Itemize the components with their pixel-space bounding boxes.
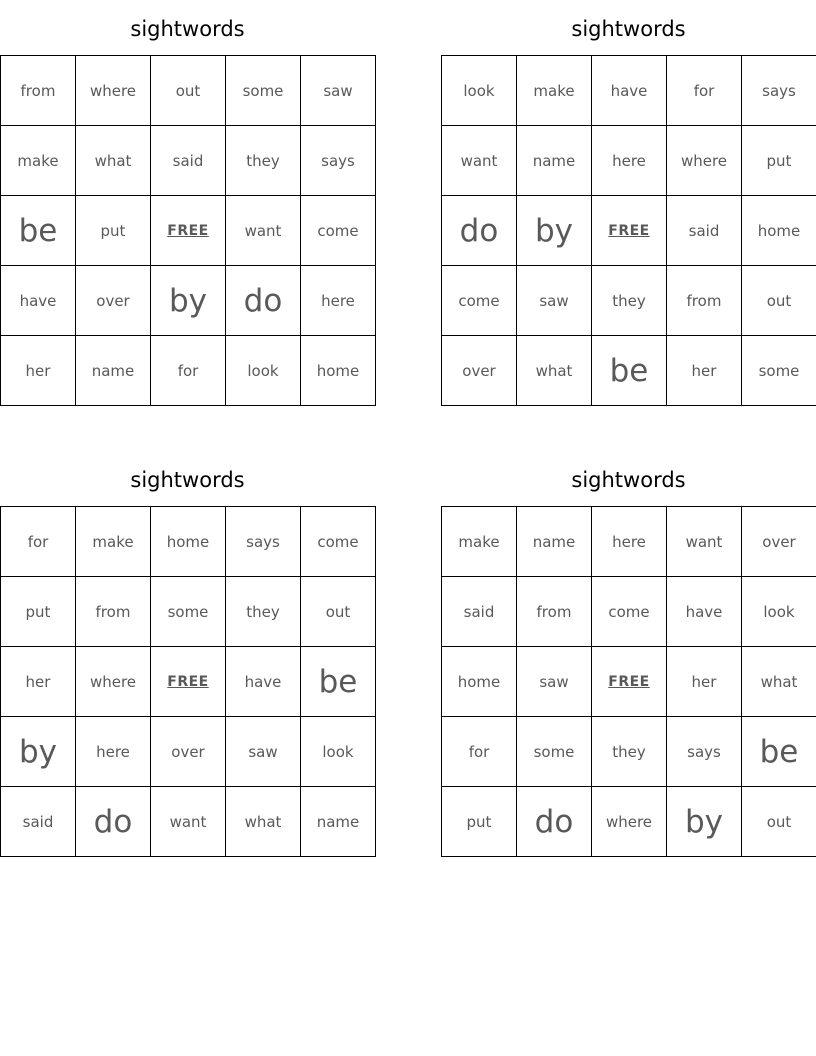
grid-cell: do [517, 787, 592, 857]
grid-cell: out [301, 577, 376, 647]
grid-cell: by [151, 266, 226, 336]
grid-cell: have [592, 56, 667, 126]
grid-cell: make [1, 126, 76, 196]
grid-cell: they [226, 577, 301, 647]
grid-cell: home [301, 336, 376, 406]
grid-cell: out [742, 787, 816, 857]
grid-cell: saw [517, 266, 592, 336]
grid-cell: from [517, 577, 592, 647]
grid-row [1, 717, 376, 787]
grid-cell: says [226, 507, 301, 577]
grid-cell: where [76, 647, 151, 717]
grid-cell: what [76, 126, 151, 196]
grid-cell: for [151, 336, 226, 406]
grid-cell: her [667, 336, 742, 406]
grid-row [1, 126, 376, 196]
grid-row [442, 336, 816, 406]
grid-cell: name [517, 126, 592, 196]
grid-cell: make [517, 56, 592, 126]
grid-cell: be [1, 196, 76, 266]
grid-cell: over [742, 507, 816, 577]
grid-cell: for [442, 717, 517, 787]
grid-cell: out [151, 56, 226, 126]
bingo-grid [441, 506, 816, 857]
grid-cell: over [151, 717, 226, 787]
bingo-grid [0, 506, 376, 857]
grid-cell: from [667, 266, 742, 336]
grid-cell: want [442, 126, 517, 196]
bingo-grid [0, 55, 376, 406]
grid-cell: where [592, 787, 667, 857]
grid-cell: home [151, 507, 226, 577]
grid-cell: her [1, 336, 76, 406]
grid-cell: said [442, 577, 517, 647]
card-title: sightwords [130, 468, 245, 492]
grid-row [442, 717, 816, 787]
grid-cell: put [742, 126, 816, 196]
grid-cell: said [667, 196, 742, 266]
grid-cell: home [742, 196, 816, 266]
grid-row [442, 266, 816, 336]
grid-cell: be [301, 647, 376, 717]
grid-row [1, 266, 376, 336]
grid-cell: by [667, 787, 742, 857]
free-space: FREE [592, 647, 667, 717]
grid-row [442, 577, 816, 647]
grid-cell: says [742, 56, 816, 126]
grid-cell: put [442, 787, 517, 857]
bingo-grid [441, 55, 816, 406]
grid-cell: here [76, 717, 151, 787]
grid-cell: says [667, 717, 742, 787]
grid-cell: here [301, 266, 376, 336]
grid-cell: saw [301, 56, 376, 126]
grid-cell: here [592, 126, 667, 196]
grid-cell: do [226, 266, 301, 336]
grid-cell: be [742, 717, 816, 787]
grid-row [1, 577, 376, 647]
grid-row [1, 787, 376, 857]
grid-cell: saw [226, 717, 301, 787]
grid-cell: her [1, 647, 76, 717]
grid-row [1, 647, 376, 717]
grid-cell: put [76, 196, 151, 266]
grid-cell: put [1, 577, 76, 647]
grid-cell: here [592, 507, 667, 577]
grid-cell: they [592, 266, 667, 336]
grid-cell: says [301, 126, 376, 196]
grid-cell: look [442, 56, 517, 126]
grid-cell: come [301, 507, 376, 577]
card-title: sightwords [571, 468, 686, 492]
grid-cell: have [226, 647, 301, 717]
card-title: sightwords [130, 17, 245, 41]
grid-cell: come [442, 266, 517, 336]
grid-cell: look [226, 336, 301, 406]
grid-cell: said [1, 787, 76, 857]
grid-cell: be [592, 336, 667, 406]
grid-cell: look [742, 577, 816, 647]
grid-cell: some [226, 56, 301, 126]
grid-cell: come [301, 196, 376, 266]
grid-cell: over [76, 266, 151, 336]
grid-cell: saw [517, 647, 592, 717]
grid-cell: make [442, 507, 517, 577]
grid-cell: some [151, 577, 226, 647]
grid-cell: have [1, 266, 76, 336]
grid-cell: over [442, 336, 517, 406]
grid-cell: name [301, 787, 376, 857]
grid-cell: for [1, 507, 76, 577]
grid-cell: what [742, 647, 816, 717]
grid-cell: name [76, 336, 151, 406]
grid-row [442, 647, 816, 717]
grid-cell: for [667, 56, 742, 126]
grid-row [1, 507, 376, 577]
grid-row [442, 787, 816, 857]
grid-row [442, 196, 816, 266]
grid-cell: look [301, 717, 376, 787]
grid-cell: name [517, 507, 592, 577]
grid-cell: from [1, 56, 76, 126]
grid-cell: they [592, 717, 667, 787]
grid-cell: do [76, 787, 151, 857]
grid-cell: what [517, 336, 592, 406]
grid-cell: by [517, 196, 592, 266]
card-title: sightwords [571, 17, 686, 41]
grid-cell: from [76, 577, 151, 647]
grid-cell: said [151, 126, 226, 196]
grid-row [442, 126, 816, 196]
grid-cell: by [1, 717, 76, 787]
grid-row [442, 56, 816, 126]
free-space: FREE [151, 196, 226, 266]
grid-cell: where [667, 126, 742, 196]
grid-cell: they [226, 126, 301, 196]
grid-cell: want [667, 507, 742, 577]
grid-cell: have [667, 577, 742, 647]
grid-row [1, 196, 376, 266]
grid-cell: her [667, 647, 742, 717]
grid-row [442, 507, 816, 577]
grid-row [1, 336, 376, 406]
grid-cell: want [151, 787, 226, 857]
grid-cell: some [517, 717, 592, 787]
grid-cell: come [592, 577, 667, 647]
free-space: FREE [151, 647, 226, 717]
grid-cell: some [742, 336, 816, 406]
grid-row [1, 56, 376, 126]
grid-cell: want [226, 196, 301, 266]
grid-cell: what [226, 787, 301, 857]
grid-cell: out [742, 266, 816, 336]
grid-cell: where [76, 56, 151, 126]
free-space: FREE [592, 196, 667, 266]
grid-cell: home [442, 647, 517, 717]
grid-cell: make [76, 507, 151, 577]
grid-cell: do [442, 196, 517, 266]
